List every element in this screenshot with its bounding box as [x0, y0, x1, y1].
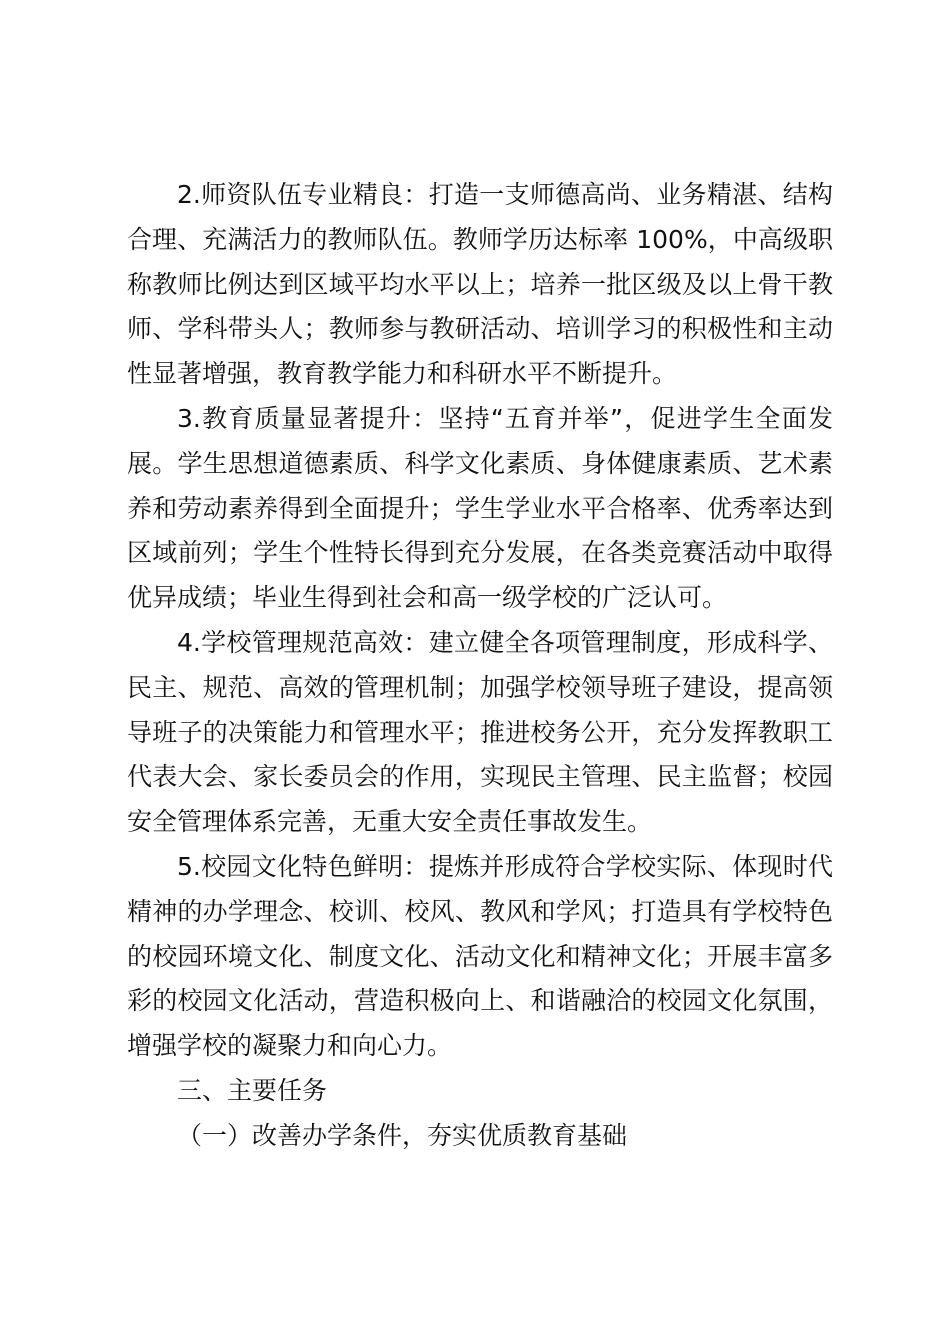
subsection-heading: （一）改善办学条件，夯实优质教育基础 [177, 1120, 628, 1150]
section-heading: 三、主要任务 [177, 1075, 328, 1105]
paragraph-teacher-team: 2.师资队伍专业精良：打造一支师德高尚、业务精湛、结构合理、充满活力的教师队伍。教师学历达标率 100%，中高级职称教师比例达到区域平均水平以上；培养一批区级及以上骨干教师、学科带头人；教师参与教研活动、培训学习的积极性和主动性显著增强，教育教学能力和科研水平不断提升。 [127, 180, 833, 389]
paragraph-campus-culture: 5.校园文化特色鲜明：提炼并形成符合学校实际、体现时代精神的办学理念、校训、校风、教风和学风；打造具有学校特色的校园环境文化、制度文化、活动文化和精神文化；开展丰富多彩的校园文化活动，营造积极向上、和谐融洽的校园文化氛围，增强学校的凝聚力和向心力。 [127, 851, 833, 1061]
paragraph-education-quality: 3.教育质量显著提升：坚持“五育并举”，促进学生全面发展。学生思想道德素质、科学文化素质、身体健康素质、艺术素养和劳动素养得到全面提升；学生学业水平合格率、优秀率达到区域前列；学生个性特长得到充分发展，在各类竞赛活动中取得优异成绩；毕业生得到社会和高一级学校的广泛认可。 [127, 403, 833, 613]
document-body [127, 173, 833, 1159]
paragraph-school-management: 4.学校管理规范高效：建立健全各项管理制度，形成科学、民主、规范、高效的管理机制；加强学校领导班子建设，提高领导班子的决策能力和管理水平；推进校务公开，充分发挥教职工代表大会、家长委员会的作用，实现民主管理、民主监督；校园安全管理体系完善，无重大安全责任事故发生。 [127, 627, 833, 837]
